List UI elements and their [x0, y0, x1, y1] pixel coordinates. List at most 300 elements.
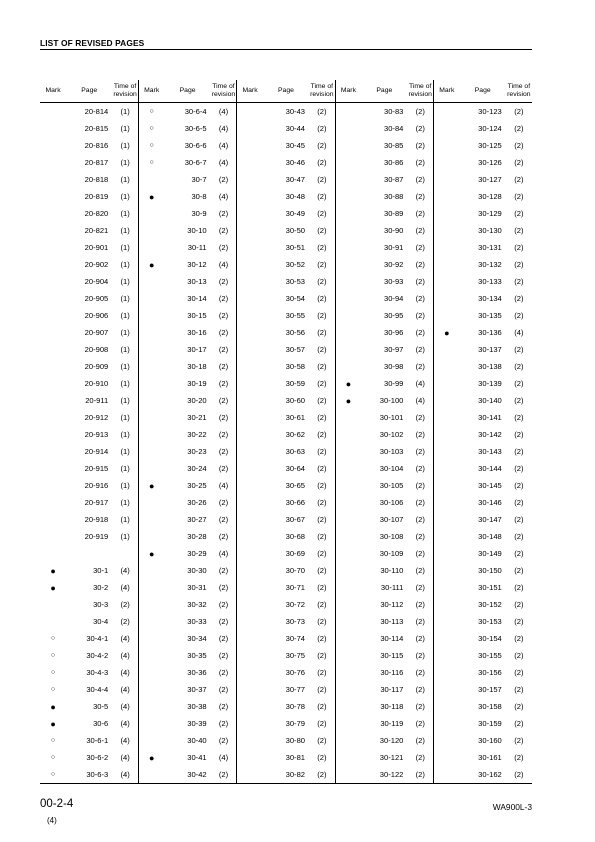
cell-mark: [40, 613, 66, 630]
cell-mark: [237, 562, 263, 579]
cell-time-of-revision: (1): [112, 256, 138, 273]
cell-page: 30-136: [478, 328, 502, 337]
cell-mark: [434, 681, 460, 698]
cell-page: 30-39: [187, 719, 207, 728]
cell-mark: [335, 494, 361, 511]
cell-time-of-revision: (2): [309, 358, 335, 375]
cell-time-of-revision: (2): [309, 103, 335, 121]
cell-time-of-revision: (2): [407, 358, 433, 375]
cell-page: 20-905: [84, 294, 109, 303]
cell-page: 30-133: [478, 277, 502, 286]
header-page: Page: [66, 80, 112, 103]
cell-page: 30-134: [478, 294, 502, 303]
cell-mark: [335, 154, 361, 171]
cell-mark: [40, 290, 66, 307]
cell-mark: [40, 596, 66, 613]
cell-time-of-revision: (1): [112, 392, 138, 409]
cell-mark: [237, 205, 263, 222]
cell-time-of-revision: (2): [514, 175, 524, 184]
cell-time-of-revision: (2): [211, 392, 237, 409]
cell-page: 30-162: [460, 766, 506, 784]
cell-page: 30-65: [285, 481, 306, 490]
cell-mark: [237, 239, 263, 256]
cell-mark: [335, 103, 361, 121]
table-row: [40, 307, 532, 324]
cell-time-of-revision: (2): [407, 545, 433, 562]
cell-page: 30-18: [187, 362, 207, 371]
cell-mark: [335, 613, 361, 630]
cell-mark: [138, 596, 164, 613]
cell-page: 30-124: [478, 124, 502, 133]
cell-page: 20-909: [84, 362, 109, 371]
cell-page: 30-113: [380, 617, 404, 626]
cell-mark: [434, 443, 460, 460]
added-mark-hollow-icon: ○: [50, 669, 56, 676]
cell-mark: [434, 579, 460, 596]
cell-mark: [434, 273, 460, 290]
cell-page: 30-8: [191, 192, 207, 201]
cell-mark: [40, 239, 66, 256]
cell-time-of-revision: (2): [514, 430, 524, 439]
cell-mark: [40, 664, 66, 681]
cell-page: 30-67: [285, 515, 306, 524]
cell-mark: [237, 749, 263, 766]
cell-time-of-revision: (2): [407, 120, 433, 137]
cell-mark: [335, 460, 361, 477]
revised-mark-filled-icon: ●: [50, 701, 56, 712]
cell-page: 30-122: [361, 766, 407, 784]
added-mark-hollow-icon: ○: [50, 771, 56, 778]
cell-mark: [335, 120, 361, 137]
cell-time-of-revision: (2): [211, 341, 237, 358]
cell-mark: [434, 324, 460, 341]
header-mark: Mark: [40, 80, 66, 103]
cell-time-of-revision: (2): [407, 426, 433, 443]
cell-mark: [335, 715, 361, 732]
cell-mark: [237, 154, 263, 171]
cell-mark: [40, 375, 66, 392]
cell-mark: [40, 222, 66, 239]
cell-page: 30-17: [187, 345, 207, 354]
cell-mark: [335, 579, 361, 596]
cell-page: 30-26: [187, 498, 207, 507]
cell-mark: [434, 239, 460, 256]
cell-mark: [40, 443, 66, 460]
cell-time-of-revision: (2): [211, 664, 237, 681]
cell-time-of-revision: (2): [514, 464, 524, 473]
cell-time-of-revision: (2): [514, 243, 524, 252]
cell-mark: [434, 256, 460, 273]
cell-time-of-revision: (2): [211, 307, 237, 324]
cell-time-of-revision: (2): [309, 392, 335, 409]
cell-time-of-revision: (2): [309, 732, 335, 749]
cell-page: 30-118: [380, 702, 404, 711]
cell-mark: [138, 239, 164, 256]
cell-mark: [237, 511, 263, 528]
cell-time-of-revision: (2): [407, 324, 433, 341]
cell-time-of-revision: (2): [514, 719, 524, 728]
cell-time-of-revision: (2): [514, 107, 524, 116]
cell-mark: [434, 171, 460, 188]
cell-time-of-revision: (2): [211, 409, 237, 426]
cell-page: 30-20: [187, 396, 207, 405]
cell-mark: [40, 120, 66, 137]
cell-time-of-revision: (2): [309, 715, 335, 732]
cell-page: 30-63: [285, 447, 306, 456]
cell-mark: [237, 579, 263, 596]
cell-time-of-revision: (2): [407, 307, 433, 324]
cell-time-of-revision: (2): [309, 494, 335, 511]
header-page: Page: [263, 80, 309, 103]
cell-page: 20-818: [84, 175, 109, 184]
cell-mark: [237, 732, 263, 749]
cell-mark: [237, 426, 263, 443]
cell-page: 30-147: [478, 515, 502, 524]
cell-time-of-revision: (4): [211, 188, 237, 205]
cell-mark: [237, 375, 263, 392]
cell-mark: [434, 426, 460, 443]
revised-mark-filled-icon: ●: [148, 191, 155, 202]
header-time-of-revision: [506, 80, 532, 103]
cell-page: 30-43: [285, 107, 306, 116]
cell-time-of-revision: (2): [407, 409, 433, 426]
cell-page: 30-149: [478, 549, 502, 558]
table-row: [40, 392, 532, 409]
cell-page: 30-102: [379, 430, 404, 439]
cell-mark: [138, 647, 164, 664]
cell-page: 30-138: [478, 362, 502, 371]
cell-page: 30-74: [285, 634, 306, 643]
cell-time-of-revision: (1): [112, 188, 138, 205]
cell-page: 20-911: [85, 396, 109, 405]
cell-page: 30-54: [285, 294, 306, 303]
added-mark-hollow-icon: ○: [149, 108, 154, 115]
cell-page: 30-92: [383, 260, 404, 269]
cell-mark: [138, 273, 164, 290]
cell-mark: [335, 239, 361, 256]
cell-time-of-revision: (2): [309, 222, 335, 239]
cell-page: 30-79: [285, 719, 306, 728]
cell-page: 30-83: [383, 107, 404, 116]
cell-mark: [335, 443, 361, 460]
table-row: [40, 562, 532, 579]
table-body: [40, 103, 532, 784]
table-row: [40, 511, 532, 528]
cell-mark: [40, 477, 66, 494]
cell-mark: [40, 324, 66, 341]
cell-time-of-revision: (2): [309, 256, 335, 273]
cell-page: 30-144: [478, 464, 502, 473]
cell-page: 30-6-7: [184, 158, 207, 167]
cell-mark: [335, 222, 361, 239]
cell-page: 30-42: [164, 766, 210, 784]
cell-time-of-revision: (2): [309, 307, 335, 324]
cell-page: 30-111: [380, 583, 404, 592]
table-row: [40, 681, 532, 698]
cell-mark: [335, 545, 361, 562]
table-row: [40, 698, 532, 715]
cell-page: 30-99: [383, 379, 404, 388]
cell-mark: [335, 256, 361, 273]
cell-time-of-revision: (2): [514, 566, 524, 575]
cell-time-of-revision: (2): [309, 460, 335, 477]
cell-time-of-revision: (2): [514, 379, 524, 388]
cell-page: 30-6: [93, 719, 109, 728]
cell-page: 30-85: [383, 141, 404, 150]
cell-time-of-revision: (2): [211, 766, 237, 784]
cell-page: 20-902: [84, 260, 109, 269]
cell-mark: [40, 205, 66, 222]
cell-time-of-revision: (1): [112, 137, 138, 154]
table-row: [40, 205, 532, 222]
cell-page: 30-135: [478, 311, 502, 320]
cell-page: 30-154: [478, 634, 502, 643]
cell-mark: [40, 154, 66, 171]
cell-time-of-revision: (2): [514, 481, 524, 490]
cell-mark: [40, 426, 66, 443]
cell-mark: [40, 579, 66, 596]
cell-page: 30-69: [285, 549, 306, 558]
cell-time-of-revision: (1): [112, 307, 138, 324]
cell-time-of-revision: (2): [211, 426, 237, 443]
cell-mark: [237, 341, 263, 358]
cell-page: 30-150: [478, 566, 502, 575]
cell-time-of-revision: (2): [407, 596, 433, 613]
cell-time-of-revision: (2): [309, 579, 335, 596]
cell-mark: [335, 528, 361, 545]
revised-pages-table: [40, 80, 532, 784]
cell-time-of-revision: (2): [211, 239, 237, 256]
cell-page: 30-64: [285, 464, 306, 473]
cell-time-of-revision: (2): [211, 715, 237, 732]
cell-page: 30-101: [379, 413, 404, 422]
revised-mark-filled-icon: ●: [148, 480, 155, 491]
cell-page: 30-140: [478, 396, 502, 405]
cell-mark: [434, 477, 460, 494]
cell-time-of-revision: (2): [514, 260, 524, 269]
header-mark: Mark: [335, 80, 361, 103]
cell-mark: [237, 596, 263, 613]
cell-page: 30-11: [187, 243, 207, 252]
cell-time-of-revision: (1): [112, 426, 138, 443]
cell-mark: [434, 732, 460, 749]
cell-page: 30-146: [478, 498, 502, 507]
cell-mark: [138, 732, 164, 749]
cell-mark: [237, 222, 263, 239]
cell-time-of-revision: (2): [514, 226, 524, 235]
cell-mark: [40, 715, 66, 732]
cell-mark: [434, 460, 460, 477]
cell-time-of-revision: (2): [309, 698, 335, 715]
cell-time-of-revision: (2): [407, 443, 433, 460]
header-mark: Mark: [237, 80, 263, 103]
cell-time-of-revision: (4): [211, 545, 237, 562]
cell-time-of-revision: (2): [514, 668, 524, 677]
cell-time-of-revision: (2): [211, 511, 237, 528]
header-time-of-revision: [112, 80, 138, 103]
cell-page: 30-105: [379, 481, 404, 490]
cell-time-of-revision: (2): [309, 664, 335, 681]
cell-page: 30-40: [187, 736, 207, 745]
cell-mark: [138, 511, 164, 528]
cell-mark: [40, 681, 66, 698]
cell-time-of-revision: (2): [514, 702, 524, 711]
table-row: [40, 273, 532, 290]
cell-page: 20-913: [84, 430, 109, 439]
cell-time-of-revision: (2): [514, 345, 524, 354]
cell-mark: [40, 749, 66, 766]
cell-time-of-revision: (2): [211, 460, 237, 477]
cell-time-of-revision: (4): [407, 392, 433, 409]
cell-time-of-revision: (2): [309, 545, 335, 562]
cell-page: 30-94: [383, 294, 404, 303]
cell-page: 30-72: [285, 600, 306, 609]
cell-page: 30-66: [285, 498, 306, 507]
cell-page: 30-52: [285, 260, 306, 269]
cell-time-of-revision: (1): [112, 239, 138, 256]
cell-time-of-revision: (2): [407, 103, 433, 121]
cell-time-of-revision: (2): [407, 613, 433, 630]
cell-mark: [138, 290, 164, 307]
cell-mark: [138, 171, 164, 188]
cell-page: 30-53: [285, 277, 306, 286]
cell-mark: [138, 528, 164, 545]
cell-time-of-revision: (2): [211, 222, 237, 239]
cell-time-of-revision: (1): [112, 324, 138, 341]
cell-page: 30-130: [478, 226, 502, 235]
cell-mark: [434, 409, 460, 426]
cell-mark: [237, 647, 263, 664]
cell-page: 30-68: [285, 532, 306, 541]
cell-mark: [434, 392, 460, 409]
cell-mark: [138, 375, 164, 392]
cell-time-of-revision: (2): [309, 171, 335, 188]
cell-page: 30-19: [187, 379, 207, 388]
cell-page: 20-901: [84, 243, 109, 252]
table-row: [40, 171, 532, 188]
cell-time-of-revision: (2): [407, 460, 433, 477]
cell-mark: [40, 358, 66, 375]
cell-mark: [335, 749, 361, 766]
cell-time-of-revision: (2): [407, 528, 433, 545]
cell-time-of-revision: (2): [309, 443, 335, 460]
cell-page: 30-142: [478, 430, 502, 439]
cell-mark: [138, 324, 164, 341]
header-row: [40, 80, 532, 103]
table-row: [40, 154, 532, 171]
table-row: [40, 409, 532, 426]
cell-mark: [40, 188, 66, 205]
header-rev-line1: Time of: [113, 83, 137, 91]
cell-mark: [335, 426, 361, 443]
cell-mark: [237, 392, 263, 409]
cell-page: 30-87: [383, 175, 404, 184]
cell-time-of-revision: (2): [514, 396, 524, 405]
cell-mark: [335, 358, 361, 375]
cell-time-of-revision: (1): [112, 290, 138, 307]
cell-page: 30-47: [285, 175, 306, 184]
cell-time-of-revision: (4): [112, 630, 138, 647]
cell-page: 20-906: [84, 311, 109, 320]
cell-page: 30-115: [380, 651, 404, 660]
added-mark-hollow-icon: ○: [50, 754, 56, 761]
cell-mark: [434, 749, 460, 766]
cell-page: 30-23: [187, 447, 207, 456]
cell-time-of-revision: (4): [211, 477, 237, 494]
cell-time-of-revision: (2): [309, 137, 335, 154]
cell-mark: [40, 409, 66, 426]
cell-page: 30-4-4: [86, 685, 109, 694]
cell-time-of-revision: (2): [309, 154, 335, 171]
cell-page: 30-60: [285, 396, 306, 405]
cell-mark: [335, 205, 361, 222]
cell-time-of-revision: (2): [309, 375, 335, 392]
revised-mark-filled-icon: ●: [345, 378, 352, 389]
cell-time-of-revision: (2): [309, 630, 335, 647]
cell-time-of-revision: (2): [514, 209, 524, 218]
cell-mark: [237, 545, 263, 562]
cell-time-of-revision: (2): [211, 732, 237, 749]
header-rev-line2: revision: [310, 91, 334, 98]
cell-mark: [434, 698, 460, 715]
cell-page: 30-12: [187, 260, 207, 269]
cell-time-of-revision: (2): [309, 749, 335, 766]
cell-time-of-revision: (2): [309, 681, 335, 698]
cell-time-of-revision: (4): [112, 664, 138, 681]
table-row: [40, 749, 532, 766]
cell-time-of-revision: (2): [407, 715, 433, 732]
cell-time-of-revision: (1): [112, 409, 138, 426]
cell-page: 30-6-4: [184, 107, 207, 116]
cell-mark: [237, 494, 263, 511]
cell-page: 30-4-3: [86, 668, 109, 677]
cell-time-of-revision: (4): [211, 120, 237, 137]
cell-page: 30-153: [478, 617, 502, 626]
cell-mark: [138, 392, 164, 409]
cell-time-of-revision: (2): [211, 290, 237, 307]
cell-mark: [237, 698, 263, 715]
cell-mark: [335, 681, 361, 698]
cell-time-of-revision: (2): [211, 579, 237, 596]
cell-mark: [138, 188, 164, 205]
cell-page: 30-107: [379, 515, 404, 524]
cell-page: 20-819: [84, 192, 109, 201]
cell-mark: [335, 562, 361, 579]
table-header: [40, 80, 532, 103]
cell-mark: [138, 205, 164, 222]
cell-page: 30-9: [191, 209, 207, 218]
cell-page: 30-36: [187, 668, 207, 677]
header-page: Page: [460, 80, 506, 103]
cell-time-of-revision: (4): [112, 732, 138, 749]
cell-mark: [434, 103, 460, 121]
revised-pages-table-container: [40, 80, 532, 784]
cell-mark: [40, 273, 66, 290]
cell-page: 20-908: [84, 345, 109, 354]
table-row: [40, 477, 532, 494]
cell-time-of-revision: (2): [407, 562, 433, 579]
cell-time-of-revision: (2): [407, 511, 433, 528]
revised-mark-filled-icon: ●: [148, 548, 155, 559]
cell-mark: [237, 664, 263, 681]
cell-mark: [434, 511, 460, 528]
cell-page: 30-10: [187, 226, 207, 235]
table-row: [40, 324, 532, 341]
cell-page: 30-75: [285, 651, 306, 660]
cell-time-of-revision: (4): [112, 562, 138, 579]
cell-page: 30-81: [285, 753, 306, 762]
header-time-of-revision: [407, 80, 433, 103]
